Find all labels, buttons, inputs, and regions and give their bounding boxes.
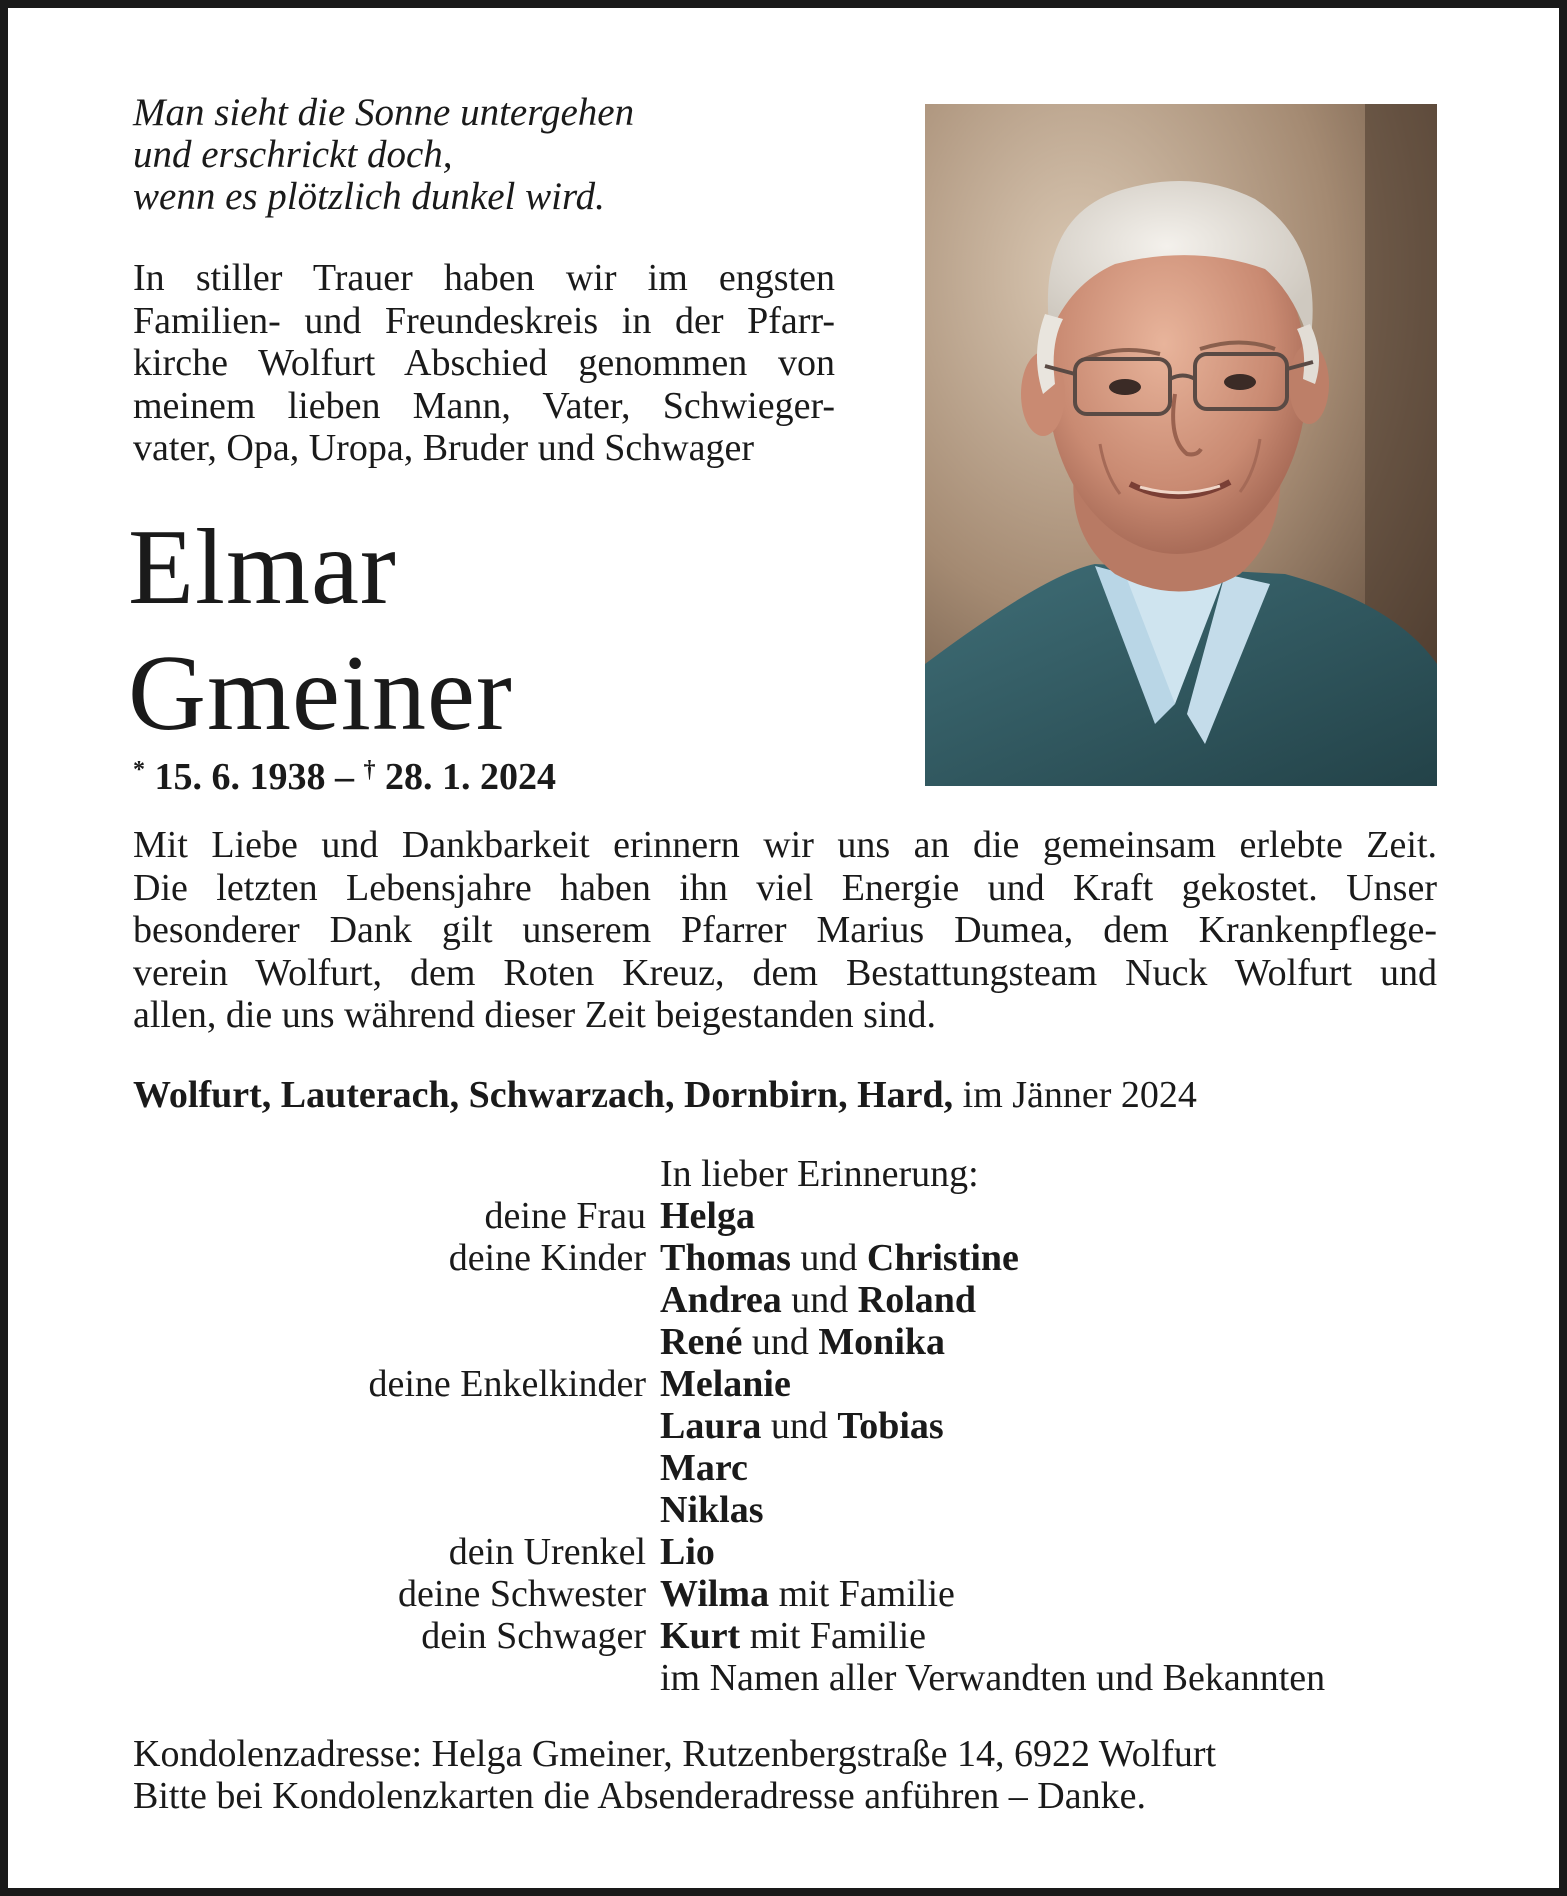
mourner-name: Andrea xyxy=(660,1279,782,1321)
mourner-relation xyxy=(0,1321,660,1363)
thanks-line: Mit Liebe und Dankbarkeit erinnern wir uns an die gemeinsam erlebte Zeit. xyxy=(133,824,1437,866)
mourner-row xyxy=(0,1447,1567,1489)
mourner-relation: deine Enkelkinder xyxy=(368,1363,646,1405)
thanks-text xyxy=(133,824,1437,1037)
mourner-relation xyxy=(0,1153,660,1195)
mourner-name: René xyxy=(660,1321,743,1363)
mourner-relation: deine Frau xyxy=(484,1195,646,1237)
mourner-names xyxy=(660,1405,944,1447)
mourner-name: Wilma xyxy=(660,1573,770,1615)
mourner-row xyxy=(0,1321,1567,1363)
mourner-joiner: und xyxy=(742,1321,819,1363)
death-symbol: † xyxy=(363,757,376,783)
deceased-name xyxy=(128,505,513,757)
date-dash: – xyxy=(335,756,354,798)
mourner-relation: dein Urenkel xyxy=(448,1531,646,1573)
condolence-note: Bitte bei Kondolenzkarten die Absenderadresse anführen – Danke. xyxy=(133,1775,1146,1817)
birth-symbol: * xyxy=(133,757,145,783)
mourners-heading-row xyxy=(0,1153,1567,1195)
mourner-names xyxy=(660,1279,976,1321)
mourner-relation xyxy=(0,1279,660,1321)
mourner-name: Laura xyxy=(660,1405,762,1447)
mourner-row xyxy=(0,1237,1567,1279)
mourner-joiner: und xyxy=(790,1237,867,1279)
portrait-photo xyxy=(925,104,1437,786)
condolence-address: Kondolenzadresse: Helga Gmeiner, Rutzenbergstraße 14, 6922 Wolfurt xyxy=(133,1733,1217,1775)
mourner-name: Lio xyxy=(660,1531,715,1573)
mourner-row xyxy=(0,1531,1567,1573)
mourner-names xyxy=(660,1447,748,1489)
poem-line: wenn es plötzlich dunkel wird. xyxy=(133,175,605,218)
mourners-closing-row xyxy=(0,1657,1567,1699)
mourner-relation xyxy=(0,1657,660,1699)
mourner-name: Marc xyxy=(660,1447,748,1489)
mourner-row xyxy=(0,1489,1567,1531)
mourner-name: Kurt xyxy=(660,1615,741,1657)
places-towns: Wolfurt, Lauterach, Schwarzach, Dornbirn, Hard, xyxy=(133,1074,954,1116)
mourner-joiner: und xyxy=(761,1405,838,1447)
mourner-relation xyxy=(0,1405,660,1447)
mourner-relation: dein Schwager xyxy=(421,1615,646,1657)
mourner-names xyxy=(660,1573,955,1615)
mourners-list xyxy=(0,1153,1567,1699)
mourner-relation xyxy=(0,1447,660,1489)
mourner-suffix: mit Familie xyxy=(740,1615,926,1657)
mourner-names xyxy=(660,1321,945,1363)
mourner-row xyxy=(0,1573,1567,1615)
mourner-names xyxy=(660,1531,715,1573)
mourner-names xyxy=(660,1489,763,1531)
mourners-heading: In lieber Erinnerung: xyxy=(660,1153,979,1195)
mourner-name: Roland xyxy=(857,1279,977,1321)
mourner-name: Thomas xyxy=(660,1237,791,1279)
first-name: Elmar xyxy=(128,508,397,627)
intro-line: meinem lieben Mann, Vater, Schwieger- xyxy=(133,384,835,427)
mourner-names xyxy=(660,1615,926,1657)
mourner-joiner: und xyxy=(781,1279,858,1321)
condolence-block xyxy=(133,1733,1216,1817)
mourner-rows xyxy=(0,1195,1567,1657)
poem-line: Man sieht die Sonne untergehen xyxy=(133,91,635,134)
mourner-name: Christine xyxy=(866,1237,1019,1279)
mourner-names xyxy=(660,1195,755,1237)
mourner-relation: deine Schwester xyxy=(398,1573,646,1615)
life-dates xyxy=(133,748,556,799)
mourner-name: Melanie xyxy=(660,1363,791,1405)
poem-line: und erschrickt doch, xyxy=(133,133,453,176)
mourner-names xyxy=(660,1363,791,1405)
last-name: Gmeiner xyxy=(128,634,513,753)
portrait-illustration xyxy=(925,104,1437,786)
mourner-row xyxy=(0,1279,1567,1321)
intro-line: kirche Wolfurt Abschied genommen von xyxy=(133,342,835,384)
mourner-name: Tobias xyxy=(837,1405,944,1447)
thanks-line: verein Wolfurt, dem Roten Kreuz, dem Bestattungsteam Nuck Wolfurt und xyxy=(133,951,1437,994)
intro-line: Familien- und Freundeskreis in der Pfarr- xyxy=(133,299,835,342)
mourner-suffix: mit Familie xyxy=(769,1573,955,1615)
places-date: im Jänner 2024 xyxy=(953,1074,1197,1116)
mourner-name: Niklas xyxy=(660,1489,764,1531)
thanks-line: allen, die uns während dieser Zeit beigestanden sind. xyxy=(133,994,937,1036)
death-date: 28. 1. 2024 xyxy=(385,756,556,798)
intro-line: vater, Opa, Uropa, Bruder und Schwager xyxy=(133,427,755,469)
mourners-closing: im Namen aller Verwandten und Bekannten xyxy=(660,1657,1326,1699)
mourner-row xyxy=(0,1405,1567,1447)
mourner-name: Helga xyxy=(660,1195,755,1237)
thanks-line: Die letzten Lebensjahre haben ihn viel Energie und Kraft gekostet. Unser xyxy=(133,866,1437,909)
mourner-names xyxy=(660,1237,1019,1279)
birth-date: 15. 6. 1938 xyxy=(154,756,326,798)
mourner-relation: deine Kinder xyxy=(448,1237,646,1279)
places-line xyxy=(133,1073,1197,1117)
mourner-row xyxy=(0,1615,1567,1657)
mourner-relation xyxy=(0,1489,660,1531)
poem xyxy=(133,92,833,218)
thanks-line: besonderer Dank gilt unserem Pfarrer Marius Dumea, dem Krankenpflege- xyxy=(133,909,1437,951)
mourner-name: Monika xyxy=(818,1321,946,1363)
intro-line: In stiller Trauer haben wir im engsten xyxy=(133,257,835,299)
intro-text xyxy=(133,257,835,470)
mourner-row xyxy=(0,1195,1567,1237)
mourner-row xyxy=(0,1363,1567,1405)
